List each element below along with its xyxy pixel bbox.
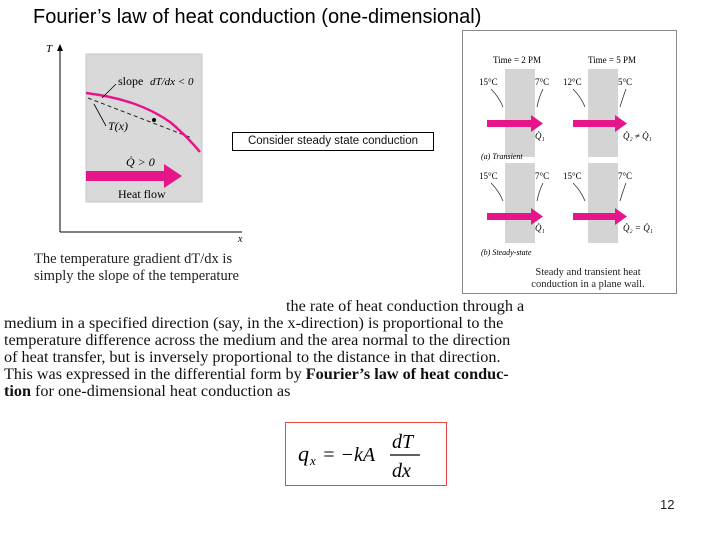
q-bottom-1: Q̇₁: [535, 223, 545, 233]
sublabel-transient: (a) Transient: [481, 152, 523, 161]
right-figure-caption: [503, 267, 673, 291]
paragraph-line-5-text: This was expressed in the differential form by: [4, 365, 306, 383]
q-top-2: Q̇₂ ≠ Q̇₁: [623, 131, 652, 141]
fourier-law-equation: [285, 422, 447, 486]
slope-label: slope: [118, 74, 144, 88]
qdot-label: Q̇ > 0: [126, 155, 155, 169]
right-caption-line-2: conduction in a plane wall.: [531, 279, 645, 290]
equation-denominator: dx: [392, 460, 411, 482]
equation-numerator: dT: [392, 431, 414, 453]
temp-top-1: 15°C: [479, 77, 498, 87]
paragraph-line-3: temperature difference across the medium and the area normal to the direction: [4, 331, 511, 349]
paragraph-line-6: [4, 383, 564, 400]
temp-bottom-1: 15°C: [479, 171, 498, 181]
curve-label: T(x): [108, 119, 128, 133]
sublabel-steady: (b) Steady-state: [481, 248, 532, 257]
equation-lhs-subscript: x: [310, 453, 316, 468]
temp-top-3: 12°C: [563, 77, 582, 87]
left-caption-line-2: simply the slope of the temperature: [34, 268, 239, 284]
paragraph-line-6-text: for one-dimensional heat conduction as: [31, 382, 291, 400]
equation-lhs: q: [298, 441, 309, 466]
temp-bottom-2: 7°C: [535, 171, 550, 181]
temp-bottom-3: 15°C: [563, 171, 582, 181]
time-b-label: Time = 5 PM: [588, 55, 637, 65]
paragraph-line-5: [4, 366, 564, 383]
page-number: 12: [660, 497, 675, 512]
q-bottom-2: Q̇₂ = Q̇₁: [623, 223, 653, 233]
temp-top-2: 7°C: [535, 77, 550, 87]
left-figure-caption: [34, 251, 264, 285]
consider-steady-state-note: Consider steady state conduction: [232, 132, 434, 151]
slide-title: Fourier’s law of heat conduction (one-dimensional): [33, 6, 482, 28]
temperature-gradient-figure: [30, 38, 260, 243]
slope-expression: dT/dx < 0: [150, 76, 194, 88]
temp-top-4: 5°C: [618, 77, 633, 87]
fourier-law-paragraph: [4, 298, 564, 400]
time-a-label: Time = 2 PM: [493, 55, 542, 65]
paragraph-line-2: medium in a specified direction (say, in the x-direction) is proportional to the: [4, 314, 504, 332]
fourier-law-term: Fourier’s law of heat conduc-: [305, 365, 509, 383]
y-axis-label: T: [46, 43, 53, 55]
heat-flow-label: Heat flow: [118, 187, 166, 201]
paragraph-line-1: the rate of heat conduction through a: [286, 297, 525, 315]
q-top-1: Q̇₁: [535, 131, 545, 141]
steady-transient-figure: [462, 30, 677, 294]
temp-bottom-4: 7°C: [618, 171, 633, 181]
left-caption-line-1: The temperature gradient dT/dx is: [34, 251, 233, 267]
fourier-law-term-end: tion: [4, 382, 31, 400]
right-caption-line-1: Steady and transient heat: [535, 267, 641, 278]
x-axis-label: x: [238, 234, 243, 243]
equation-rhs-prefix: = −kA: [322, 444, 376, 466]
paragraph-line-4: of heat transfer, but is inversely proportional to the distance in that direction.: [4, 348, 501, 366]
